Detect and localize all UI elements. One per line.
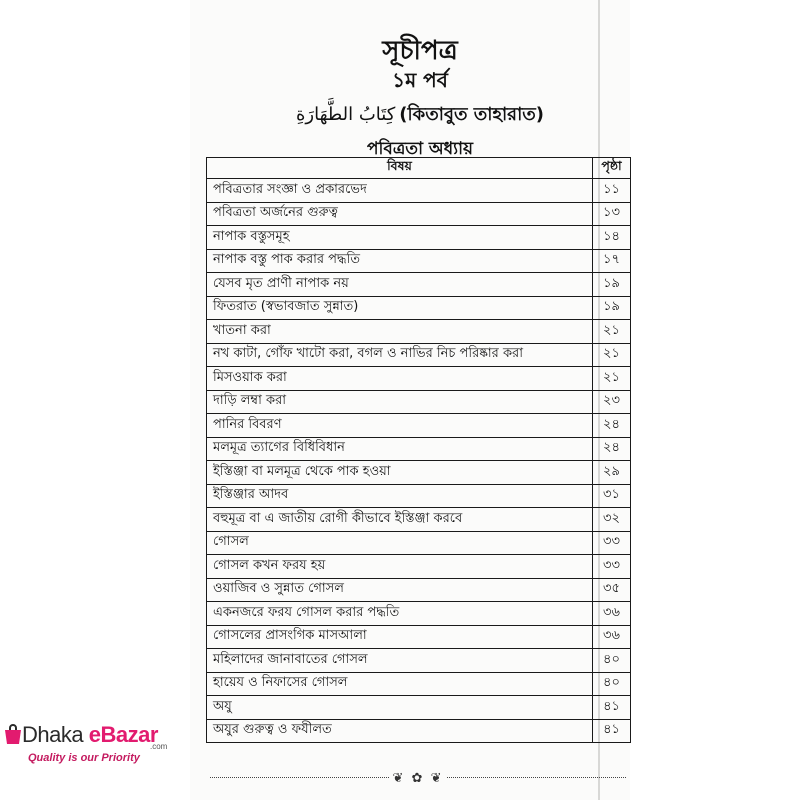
row-page-number: ২১ [593,320,631,344]
page-title: সূচীপত্র [382,36,458,66]
row-subject: পবিত্রতার সংজ্ঞা ও প্রকারভেদ [207,179,593,203]
row-subject: দাড়ি লম্বা করা [207,390,593,414]
table-row [207,249,631,273]
table-row [207,578,631,602]
row-subject: একনজরে ফরয গোসল করার পদ্ধতি [207,602,593,626]
row-subject: গোসল কখন ফরয হয় [207,555,593,579]
row-page-number: ৪০ [593,672,631,696]
contents-table [206,157,631,743]
table-row [207,437,631,461]
row-page-number: ৩৬ [593,602,631,626]
row-page-number: ৩৩ [593,531,631,555]
ornament-line-left [210,777,389,779]
table-row [207,649,631,673]
ornament-line-right [447,777,626,779]
table-row [207,343,631,367]
ornament-flourish: ❦ ✿ ❦ [392,770,444,786]
row-subject: অযুর গুরুত্ব ও ফযীলত [207,719,593,743]
table-row [207,179,631,203]
logo-wordmark [22,722,158,748]
row-page-number: ৩৩ [593,555,631,579]
column-header-page: পৃষ্ঠা [593,158,631,179]
table-row [207,719,631,743]
row-page-number: ১৯ [593,273,631,297]
row-page-number: ১৯ [593,296,631,320]
table-row [207,414,631,438]
table-row [207,226,631,250]
row-subject: নাপাক বস্তুসমূহ [207,226,593,250]
table-row [207,696,631,720]
row-page-number: ২৪ [593,437,631,461]
row-subject: গোসলের প্রাসংগিক মাসআলা [207,625,593,649]
row-subject: ইস্তিঞ্জা বা মলমূত্র থেকে পাক হওয়া [207,461,593,485]
store-watermark-logo [2,722,192,772]
row-subject: হায়েয ও নিফাসের গোসল [207,672,593,696]
table-header-row [207,158,631,179]
table-row [207,484,631,508]
row-page-number: ২৩ [593,390,631,414]
row-page-number: ৪১ [593,696,631,720]
row-subject: নখ কাটা, গোঁফ খাটো করা, বগল ও নাভির নিচ পরিষ্কার করা [207,343,593,367]
table-row [207,202,631,226]
row-page-number: ৩৬ [593,625,631,649]
row-page-number: ১৭ [593,249,631,273]
section-title: পবিত্রতা অধ্যায় [366,139,474,159]
table-row [207,296,631,320]
row-subject: ফিতরাত (স্বভাবজাত সুন্নাত) [207,296,593,320]
row-subject: গোসল [207,531,593,555]
chapter-title-bengali: (কিতাবুত তাহারাত) [399,104,545,125]
part-label: ১ম পর্ব [392,68,448,92]
table-row [207,367,631,391]
row-page-number: ১৩ [593,202,631,226]
row-page-number: ৪০ [593,649,631,673]
logo-tagline: Quality is our Priority [28,752,140,764]
row-page-number: ১১ [593,179,631,203]
logo-wordmark-ebazar: eBazar [88,722,158,747]
row-subject: অযু [207,696,593,720]
row-page-number: ২৪ [593,414,631,438]
row-page-number: ৩১ [593,484,631,508]
bottom-ornament [206,770,630,786]
row-page-number: ৪১ [593,719,631,743]
row-page-number: ২৯ [593,461,631,485]
row-page-number: ২১ [593,367,631,391]
row-subject: খাতনা করা [207,320,593,344]
table-row [207,531,631,555]
row-subject: ইস্তিঞ্জার আদব [207,484,593,508]
row-subject: মলমূত্র ত্যাগের বিধিবিধান [207,437,593,461]
table-row [207,672,631,696]
row-subject: নাপাক বস্তু পাক করার পদ্ধতি [207,249,593,273]
row-subject: পবিত্রতা অর্জনের গুরুত্ব [207,202,593,226]
table-row [207,555,631,579]
logo-dotcom: .com [150,742,168,751]
row-page-number: ৩৫ [593,578,631,602]
table-row [207,625,631,649]
row-page-number: ৩২ [593,508,631,532]
table-row [207,390,631,414]
column-header-subject: বিষয় [207,158,593,179]
row-subject: পানির বিবরণ [207,414,593,438]
row-subject: বহুমূত্র বা এ জাতীয় রোগী কীভাবে ইস্তিঞ্জা করবে [207,508,593,532]
contents-table-body [207,179,631,743]
table-row [207,320,631,344]
table-row [207,461,631,485]
row-subject: যেসব মৃত প্রাণী নাপাক নয় [207,273,593,297]
row-page-number: ২১ [593,343,631,367]
row-subject: ওয়াজিব ও সুন্নাত গোসল [207,578,593,602]
row-subject: মহিলাদের জানাবাতের গোসল [207,649,593,673]
table-row [207,273,631,297]
chapter-title-arabic: كِتَابُ الطَّهَارَةِ [295,104,396,125]
row-page-number: ১৪ [593,226,631,250]
row-subject: মিসওয়াক করা [207,367,593,391]
logo-wordmark-dhaka: Dhaka [22,722,89,747]
chapter-title [200,100,640,131]
table-row [207,508,631,532]
table-row [207,602,631,626]
